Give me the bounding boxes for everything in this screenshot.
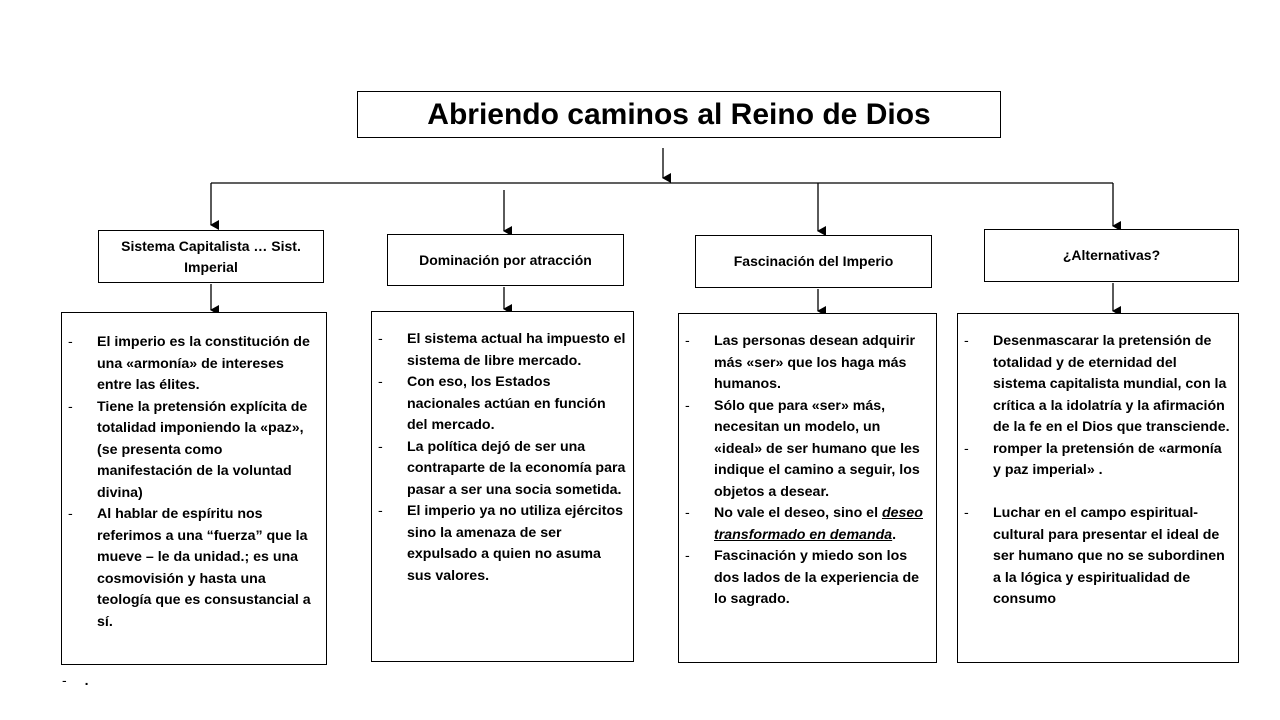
emphasized-phrase: deseo transformado en demanda — [714, 505, 923, 543]
content-box-4 — [957, 313, 1239, 663]
list-item: - Con eso, los Estados nacionales actúan en función del mercado. — [378, 374, 606, 433]
list-item: - Las personas desean adquirir más «ser» que los haga más humanos. — [685, 333, 916, 392]
list-item: - Luchar en el campo espiritual-cultural para presentar el ideal de ser humano que no se subordinen a la lógica y espiritualidad de consumo — [964, 505, 1225, 607]
trailing-list-item: - . — [62, 672, 89, 688]
list-item: - El imperio ya no utiliza ejércitos sino la amenaza de ser expulsado a quien no asuma sus valores. — [378, 503, 624, 584]
list-item: - No vale el deseo, sino el deseo transformado en demanda. — [685, 505, 923, 543]
heading-capitalist-system: Sistema Capitalista … Sist. Imperial — [98, 230, 324, 283]
list-item: - Sólo que para «ser» más, necesitan un modelo, un «ideal» de ser humano que les indique el camino a seguir, los objetos a desear. — [685, 397, 920, 500]
heading-alternatives: ¿Alternativas? — [984, 229, 1239, 282]
list-item: - Desenmascarar la pretensión de totalidad y de eternidad del sistema capitalista mundial, con la crítica a la idolatría y la afirmación de la fe en el Dios que transciende. — [964, 333, 1230, 435]
heading-domination: Dominación por atracción — [387, 234, 624, 286]
content-box-2 — [371, 311, 634, 662]
list-item: - romper la pretensión de «armonía y paz imperial» . — [964, 440, 1222, 478]
diagram-title: Abriendo caminos al Reino de Dios — [427, 97, 931, 131]
list-item: - El imperio es la constitución de una «armonía» de intereses entre las élites. — [68, 334, 310, 393]
list-item: - Al hablar de espíritu nos referimos a una “fuerza” que la mueve – le da unidad.; es una cosmovisión y hasta una teología que es consustancial a sí. — [68, 506, 311, 630]
list-item: - El sistema actual ha impuesto el sistema de libre mercado. — [378, 331, 626, 369]
title-box — [357, 91, 1001, 138]
list-item: - Tiene la pretensión explícita de totalidad imponiendo la «paz», (se presenta como manifestación de la voluntad divina) — [68, 398, 308, 501]
heading-fascination: Fascinación del Imperio — [695, 235, 932, 288]
list-item: - La política dejó de ser una contraparte de la economía para pasar a ser una socia sometida. — [378, 438, 626, 498]
content-box-1 — [61, 312, 327, 665]
content-box-3 — [678, 313, 937, 663]
list-item: - Fascinación y miedo son los dos lados de la experiencia de lo sagrado. — [685, 548, 920, 607]
